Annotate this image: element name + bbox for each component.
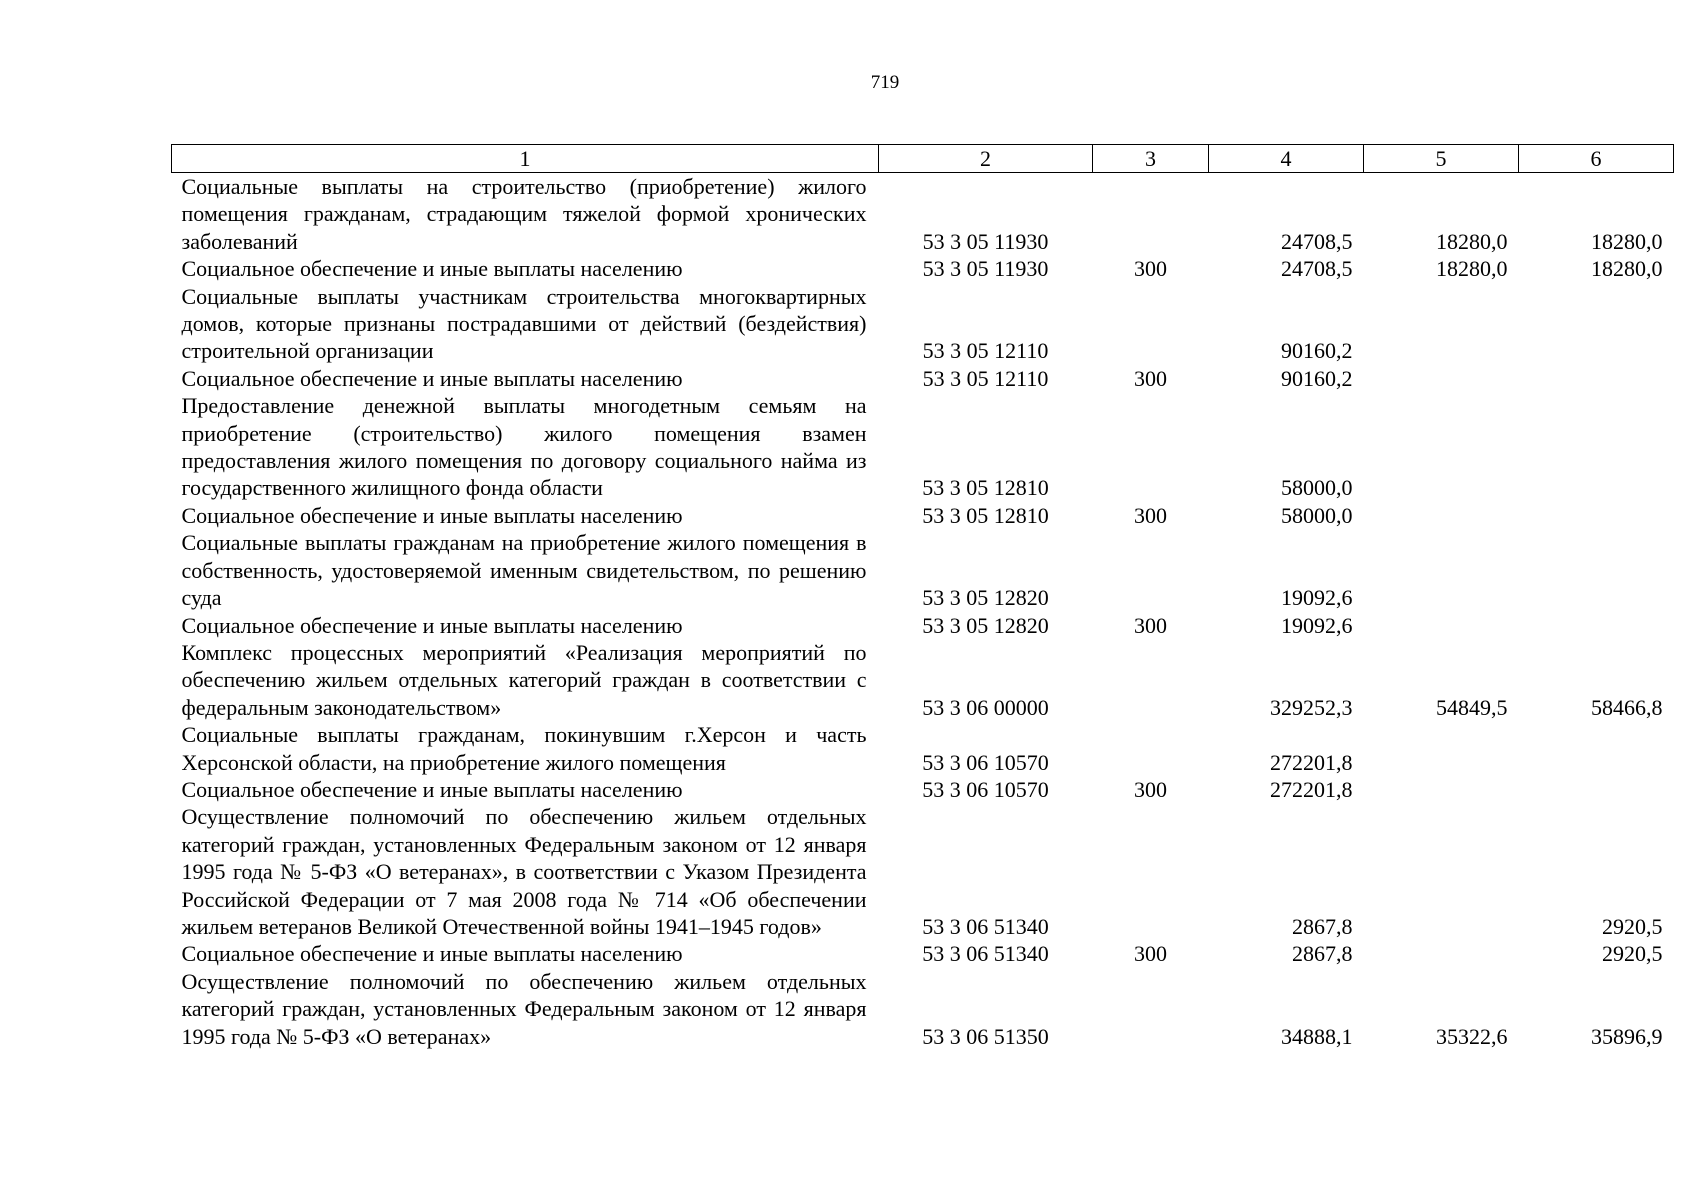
row-expense-type	[1093, 803, 1209, 940]
row-name: Социальные выплаты участникам строительства многоквартирных домов, которые признаны пострадавшими от действий (бездействия) строительной организации	[181, 283, 867, 364]
row-name: Социальное обеспечение и иные выплаты населению	[181, 941, 683, 967]
row-name: Предоставление денежной выплаты многодетным семьям на приобретение (строительство) жилого помещения взамен предоставления жилого помещения по договору социального найма из государственного жилищного фонда области	[181, 393, 867, 501]
row-expense-type	[1093, 283, 1209, 365]
row-value-col5	[1364, 721, 1519, 776]
row-expense-type	[1093, 392, 1209, 502]
row-value-col6	[1519, 529, 1674, 611]
row-code: 53 3 06 51340	[922, 913, 1049, 939]
row-value-col5	[1364, 529, 1519, 611]
row-expense-type	[1093, 173, 1209, 256]
row-value-col6	[1519, 283, 1674, 365]
row-expense-type: 300	[1134, 365, 1167, 391]
table-row	[172, 639, 1674, 721]
row-code: 53 3 05 12810	[922, 502, 1049, 528]
row-code: 53 3 06 00000	[922, 694, 1049, 720]
row-expense-type: 300	[1134, 256, 1167, 282]
row-name: Социальное обеспечение и иные выплаты населению	[181, 256, 683, 282]
row-expense-type	[1093, 721, 1209, 776]
row-value-col4: 272201,8	[1270, 749, 1353, 775]
column-header-3: 3	[1093, 145, 1209, 173]
table-row	[172, 612, 1674, 639]
row-value-col6	[1519, 365, 1674, 392]
row-value-col4: 58000,0	[1281, 502, 1353, 528]
table-body	[172, 173, 1674, 1051]
row-expense-type	[1093, 639, 1209, 721]
row-value-col4: 2867,8	[1292, 941, 1353, 967]
row-value-col6: 2920,5	[1602, 913, 1663, 939]
column-header-5: 5	[1364, 145, 1519, 173]
row-name: Социальные выплаты гражданам на приобретение жилого помещения в собственность, удостоверяемой именным свидетельством, по решению суда	[181, 530, 867, 611]
row-value-col5: 18280,0	[1436, 256, 1508, 282]
row-name: Осуществление полномочий по обеспечению жильем отдельных категорий граждан, установленных Федеральным законом от 12 января 1995 года № 5-ФЗ «О ветеранах», в соответствии с Указом Президента Российской Федерации от 7 мая 2008 года № 714 «Об обеспечении жильем ветеранов Великой Отечественной войны 1941–1945 годов»	[181, 804, 867, 939]
row-expense-type	[1093, 968, 1209, 1050]
row-value-col6	[1519, 392, 1674, 502]
row-expense-type: 300	[1134, 776, 1167, 802]
row-code: 53 3 05 11930	[922, 228, 1049, 254]
table-row	[172, 721, 1674, 776]
row-code: 53 3 05 12110	[922, 338, 1049, 364]
row-value-col4: 24708,5	[1281, 256, 1353, 282]
row-value-col4: 19092,6	[1281, 612, 1353, 638]
row-value-col6	[1519, 502, 1674, 529]
table-row	[172, 529, 1674, 611]
row-value-col4: 90160,2	[1281, 365, 1353, 391]
column-header-2: 2	[879, 145, 1093, 173]
row-value-col4: 24708,5	[1281, 228, 1353, 254]
column-header-4: 4	[1209, 145, 1364, 173]
row-code: 53 3 06 10570	[922, 749, 1049, 775]
row-value-col4: 19092,6	[1281, 585, 1353, 611]
table-row	[172, 968, 1674, 1050]
page-number: 719	[870, 72, 900, 93]
table-row	[172, 255, 1674, 282]
table-row	[172, 365, 1674, 392]
row-value-col4: 58000,0	[1281, 475, 1353, 501]
table-row	[172, 283, 1674, 365]
row-value-col5	[1364, 502, 1519, 529]
row-value-col6: 18280,0	[1591, 228, 1663, 254]
row-value-col5	[1364, 940, 1519, 967]
row-value-col4: 34888,1	[1281, 1023, 1353, 1049]
row-value-col4: 329252,3	[1270, 694, 1353, 720]
row-value-col5	[1364, 283, 1519, 365]
row-expense-type	[1093, 529, 1209, 611]
column-header-6: 6	[1519, 145, 1674, 173]
row-value-col5	[1364, 776, 1519, 803]
row-name: Осуществление полномочий по обеспечению жильем отдельных категорий граждан, установленных Федеральным законом от 12 января 1995 года № 5-ФЗ «О ветеранах»	[181, 968, 867, 1049]
row-value-col6: 35896,9	[1591, 1023, 1663, 1049]
row-code: 53 3 05 12810	[922, 475, 1049, 501]
table-header-row	[172, 145, 1674, 173]
row-code: 53 3 05 12110	[922, 365, 1049, 391]
row-name: Социальное обеспечение и иные выплаты населению	[181, 612, 683, 638]
budget-table	[171, 144, 1674, 1050]
row-value-col4: 272201,8	[1270, 776, 1353, 802]
row-expense-type: 300	[1134, 612, 1167, 638]
row-value-col6: 2920,5	[1602, 941, 1663, 967]
row-value-col5: 54849,5	[1436, 694, 1508, 720]
row-name: Комплекс процессных мероприятий «Реализация мероприятий по обеспечению жильем отдельных категорий граждан в соответствии с федеральным законодательством»	[181, 639, 867, 720]
row-code: 53 3 05 12820	[922, 612, 1049, 638]
row-name: Социальные выплаты гражданам, покинувшим г.Херсон и часть Херсонской области, на приобретение жилого помещения	[181, 722, 867, 775]
column-header-1: 1	[172, 145, 879, 173]
row-value-col6	[1519, 612, 1674, 639]
row-value-col6	[1519, 776, 1674, 803]
row-expense-type: 300	[1134, 941, 1167, 967]
row-code: 53 3 05 12820	[922, 585, 1049, 611]
table-row	[172, 940, 1674, 967]
table-row	[172, 803, 1674, 940]
table-row	[172, 776, 1674, 803]
row-name: Социальное обеспечение и иные выплаты населению	[181, 776, 683, 802]
row-name: Социальное обеспечение и иные выплаты населению	[181, 502, 683, 528]
table-row	[172, 392, 1674, 502]
row-value-col4: 2867,8	[1292, 913, 1353, 939]
row-name: Социальное обеспечение и иные выплаты населению	[181, 365, 683, 391]
row-code: 53 3 06 51340	[922, 941, 1049, 967]
row-code: 53 3 06 10570	[922, 776, 1049, 802]
row-value-col6: 58466,8	[1591, 694, 1663, 720]
row-value-col6	[1519, 721, 1674, 776]
row-value-col4: 90160,2	[1281, 338, 1353, 364]
row-value-col6: 18280,0	[1591, 256, 1663, 282]
row-name: Социальные выплаты на строительство (приобретение) жилого помещения гражданам, страдающим тяжелой формой хронических заболеваний	[181, 174, 867, 254]
row-value-col5	[1364, 803, 1519, 940]
row-value-col5	[1364, 392, 1519, 502]
row-value-col5	[1364, 365, 1519, 392]
table-row	[172, 173, 1674, 256]
row-value-col5: 35322,6	[1436, 1023, 1508, 1049]
row-code: 53 3 06 51350	[922, 1023, 1049, 1049]
row-expense-type: 300	[1134, 502, 1167, 528]
row-value-col5	[1364, 612, 1519, 639]
row-value-col5: 18280,0	[1436, 228, 1508, 254]
table-row	[172, 502, 1674, 529]
row-code: 53 3 05 11930	[922, 256, 1049, 282]
